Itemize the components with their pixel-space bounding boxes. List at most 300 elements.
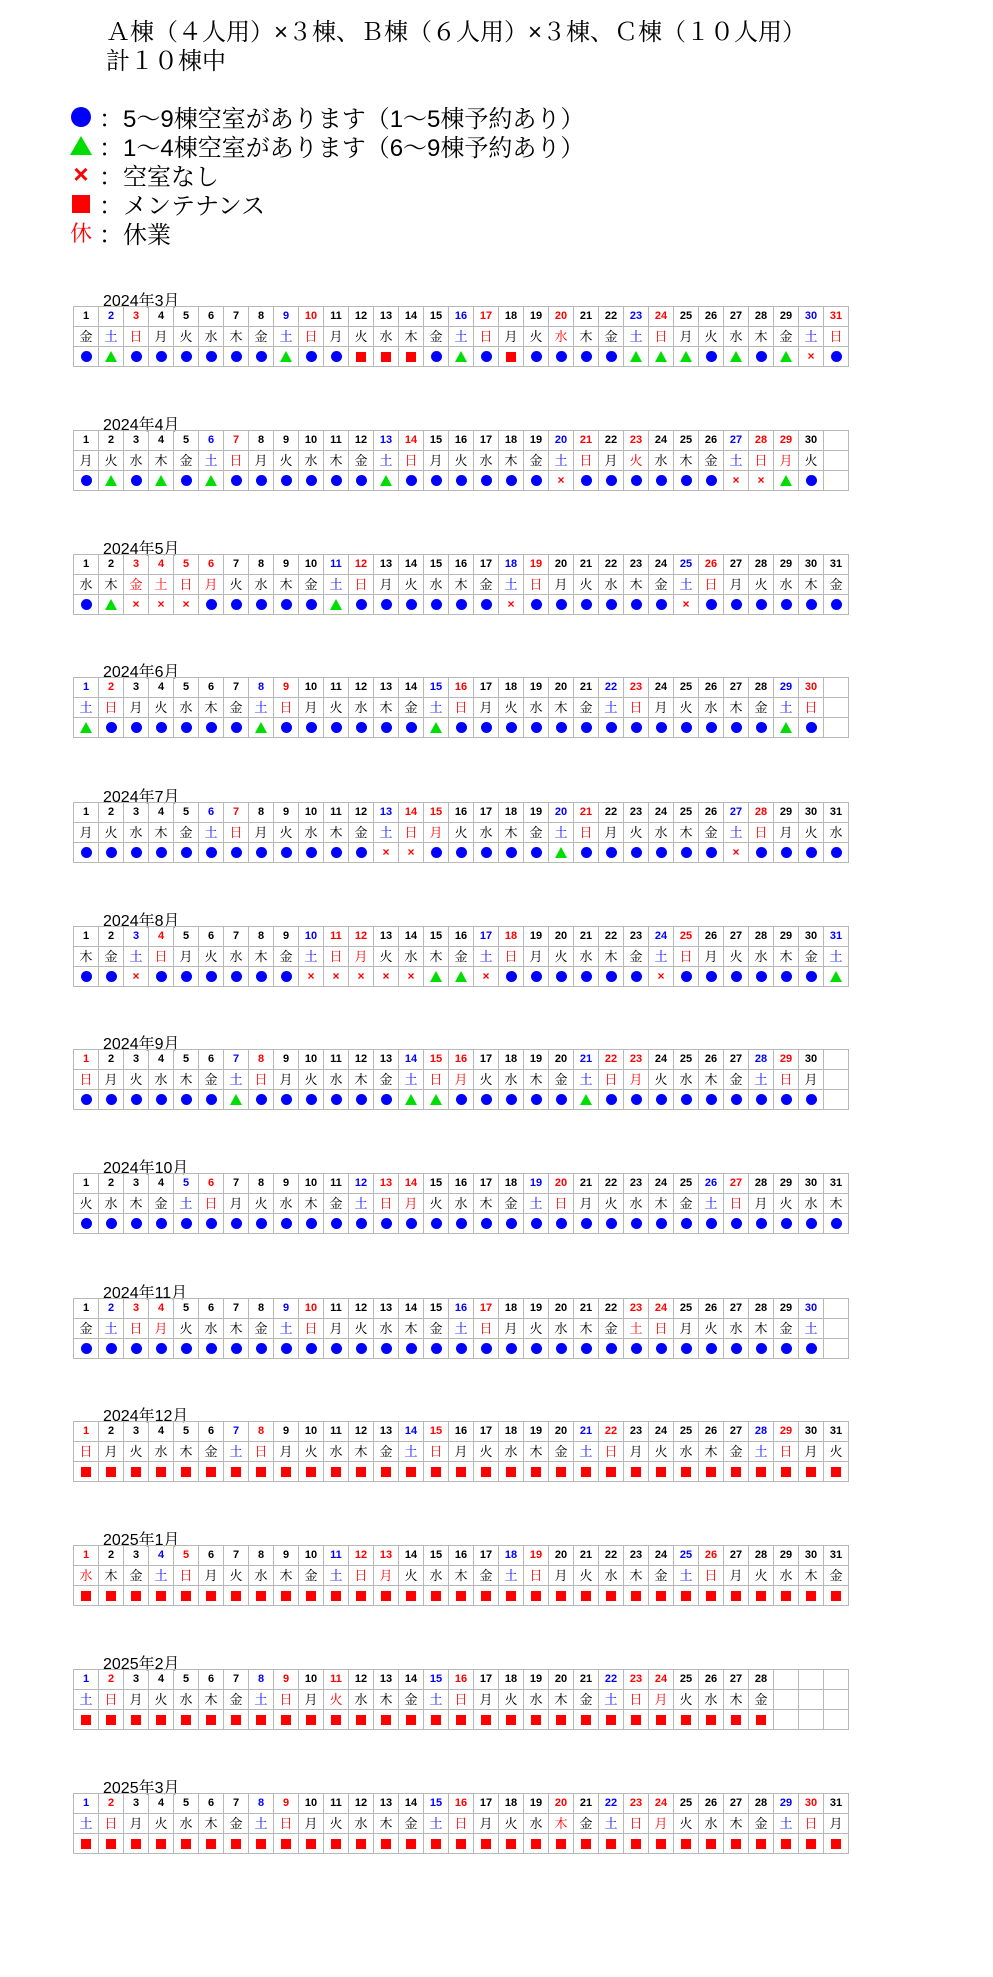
date-cell: 12: [349, 678, 374, 698]
circle-icon: [681, 971, 692, 982]
weekday-cell: 月: [274, 1070, 299, 1090]
circle-icon: [106, 847, 117, 858]
weekday-cell: 月: [774, 823, 799, 843]
date-cell: 14: [399, 678, 424, 698]
weekday-cell: 木: [549, 1814, 574, 1834]
weekday-cell: 日: [774, 1070, 799, 1090]
square-icon: [181, 1591, 191, 1601]
date-cell: 14: [399, 803, 424, 823]
status-cell: [724, 1834, 749, 1854]
x-icon: ×: [657, 969, 665, 983]
weekday-cell: 水: [674, 1070, 699, 1090]
status-cell: [74, 347, 99, 367]
weekday-cell: 木: [224, 327, 249, 347]
circle-icon: [831, 847, 842, 858]
weekday-cell: 火: [199, 947, 224, 967]
date-cell: 6: [199, 1299, 224, 1319]
square-icon: [131, 1467, 141, 1477]
weekday-cell: 木: [824, 1194, 849, 1214]
status-cell: [424, 1339, 449, 1359]
weekday-cell: 日: [624, 698, 649, 718]
status-cell: [299, 471, 324, 491]
circle-icon: [681, 722, 692, 733]
weekday-cell: 水: [699, 698, 724, 718]
date-cell: 13: [374, 555, 399, 575]
status-cell: [99, 347, 124, 367]
status-cell: [74, 1710, 99, 1730]
circle-icon: [531, 971, 542, 982]
weekday-cell: 金: [549, 1070, 574, 1090]
status-cell: [599, 1462, 624, 1482]
weekday-row: [74, 698, 849, 718]
weekday-cell: 土: [74, 1690, 99, 1710]
month-title: 2024年11月: [103, 1285, 188, 1302]
square-icon: [381, 1467, 391, 1477]
status-row: [74, 1834, 849, 1854]
status-cell: [249, 1586, 274, 1606]
status-cell: [274, 1462, 299, 1482]
circle-icon: [106, 971, 117, 982]
weekday-cell: 日: [574, 451, 599, 471]
date-cell: 4: [149, 1546, 174, 1566]
circle-icon: [206, 971, 217, 982]
weekday-cell: 月: [574, 1194, 599, 1214]
date-cell: 29: [774, 1794, 799, 1814]
square-icon: [456, 1715, 466, 1725]
status-cell: [124, 967, 149, 987]
weekday-cell: [824, 1070, 849, 1090]
status-cell: [499, 1834, 524, 1854]
weekday-cell: 金: [174, 823, 199, 843]
weekday-cell: 金: [374, 1442, 399, 1462]
weekday-cell: 月: [499, 327, 524, 347]
square-icon: [456, 1839, 466, 1849]
date-cell: [774, 1670, 799, 1690]
date-cell: 10: [299, 1299, 324, 1319]
square-icon: [431, 1467, 441, 1477]
legend-label: ：休業: [99, 222, 171, 249]
date-cell: 20: [549, 307, 574, 327]
weekday-cell: 木: [424, 947, 449, 967]
weekday-cell: 土: [499, 1566, 524, 1586]
status-cell: [424, 1710, 449, 1730]
date-cell: 9: [274, 927, 299, 947]
circle-icon: [781, 1094, 792, 1105]
status-cell: [324, 843, 349, 863]
status-cell: [424, 718, 449, 738]
status-cell: [274, 1214, 299, 1234]
weekday-cell: 月: [124, 698, 149, 718]
weekday-cell: 月: [224, 1194, 249, 1214]
date-cell: 15: [424, 1422, 449, 1442]
circle-icon: [606, 475, 617, 486]
status-cell: [424, 1834, 449, 1854]
circle-icon: [631, 722, 642, 733]
date-cell: 4: [149, 431, 174, 451]
date-cell: 4: [149, 1174, 174, 1194]
status-cell: [824, 1214, 849, 1234]
weekday-cell: 土: [199, 823, 224, 843]
circle-icon: [356, 475, 367, 486]
circle-icon: [106, 722, 117, 733]
date-cell: 25: [674, 1174, 699, 1194]
status-cell: [799, 1339, 824, 1359]
triangle-icon: [155, 475, 167, 486]
date-cell: 30: [799, 1174, 824, 1194]
circle-icon: [181, 475, 192, 486]
date-cell: 2: [99, 1174, 124, 1194]
status-cell: [374, 471, 399, 491]
date-cell: 18: [499, 803, 524, 823]
square-icon: [406, 1715, 416, 1725]
weekday-cell: 水: [149, 1070, 174, 1090]
weekday-cell: 火: [499, 698, 524, 718]
date-cell: 27: [724, 1422, 749, 1442]
status-cell: [99, 1214, 124, 1234]
square-icon: [656, 1715, 666, 1725]
weekday-cell: 水: [649, 823, 674, 843]
weekday-cell: 金: [524, 823, 549, 843]
status-cell: [699, 1090, 724, 1110]
weekday-cell: 土: [574, 1070, 599, 1090]
date-row: [74, 431, 849, 451]
date-cell: 13: [374, 1174, 399, 1194]
weekday-cell: 月: [524, 947, 549, 967]
circle-icon: [706, 1343, 717, 1354]
weekday-cell: 月: [99, 1070, 124, 1090]
date-cell: 28: [749, 1050, 774, 1070]
weekday-cell: 水: [174, 1690, 199, 1710]
status-cell: [599, 347, 624, 367]
date-row: [74, 927, 849, 947]
status-cell: [574, 843, 599, 863]
weekday-cell: 土: [299, 947, 324, 967]
status-cell: [649, 1339, 674, 1359]
status-cell: [74, 1339, 99, 1359]
circle-icon: [131, 1094, 142, 1105]
square-icon: [806, 1839, 816, 1849]
circle-icon: [681, 847, 692, 858]
status-cell: [374, 1834, 399, 1854]
date-cell: 16: [449, 1422, 474, 1442]
weekday-cell: 火: [674, 1690, 699, 1710]
date-cell: 26: [699, 1174, 724, 1194]
date-cell: 11: [324, 927, 349, 947]
status-cell: [149, 595, 174, 615]
date-cell: 7: [224, 1174, 249, 1194]
date-cell: 5: [174, 431, 199, 451]
date-cell: 6: [199, 1546, 224, 1566]
status-cell: [324, 1339, 349, 1359]
weekday-cell: 水: [774, 575, 799, 595]
square-icon: [81, 1467, 91, 1477]
status-cell: [124, 843, 149, 863]
weekday-cell: 日: [824, 327, 849, 347]
weekday-cell: 金: [799, 947, 824, 967]
date-cell: 14: [399, 1670, 424, 1690]
circle-icon: [806, 475, 817, 486]
square-icon: [231, 1839, 241, 1849]
date-cell: 12: [349, 555, 374, 575]
weekday-cell: 土: [749, 1070, 774, 1090]
weekday-cell: 火: [599, 1194, 624, 1214]
date-cell: 21: [574, 1670, 599, 1690]
date-cell: 23: [624, 1174, 649, 1194]
date-cell: 30: [799, 803, 824, 823]
weekday-cell: 日: [99, 1690, 124, 1710]
weekday-cell: 金: [299, 1566, 324, 1586]
date-cell: 12: [349, 307, 374, 327]
weekday-cell: 日: [699, 1566, 724, 1586]
weekday-cell: 日: [224, 451, 249, 471]
weekday-cell: 月: [174, 947, 199, 967]
circle-icon: [206, 722, 217, 733]
date-cell: 22: [599, 555, 624, 575]
circle-icon: [281, 475, 292, 486]
date-cell: 14: [399, 307, 424, 327]
date-cell: 1: [74, 803, 99, 823]
weekday-row: [74, 1566, 849, 1586]
weekday-cell: 土: [724, 451, 749, 471]
date-cell: 30: [799, 1794, 824, 1814]
circle-icon: [606, 599, 617, 610]
circle-icon: [456, 722, 467, 733]
weekday-cell: 日: [274, 1690, 299, 1710]
status-cell: [349, 347, 374, 367]
weekday-cell: 土: [399, 1442, 424, 1462]
status-cell: [449, 595, 474, 615]
date-cell: 30: [799, 678, 824, 698]
status-cell: [449, 967, 474, 987]
status-cell: [499, 843, 524, 863]
status-row: [74, 595, 849, 615]
weekday-cell: 水: [324, 1442, 349, 1462]
triangle-icon: [255, 722, 267, 733]
status-cell: [774, 843, 799, 863]
status-cell: [549, 1339, 574, 1359]
circle-icon: [456, 1343, 467, 1354]
square-icon: [356, 1467, 366, 1477]
date-row: [74, 1794, 849, 1814]
circle-icon: [156, 1343, 167, 1354]
circle-icon: [231, 1218, 242, 1229]
weekday-cell: 水: [74, 1566, 99, 1586]
status-cell: [299, 1339, 324, 1359]
status-cell: [674, 1586, 699, 1606]
weekday-cell: 金: [424, 1319, 449, 1339]
date-cell: 13: [374, 1670, 399, 1690]
date-cell: [824, 678, 849, 698]
date-cell: 30: [799, 555, 824, 575]
weekday-cell: 金: [224, 1690, 249, 1710]
circle-icon: [781, 971, 792, 982]
circle-icon: [531, 1094, 542, 1105]
weekday-cell: 土: [599, 1814, 624, 1834]
weekday-cell: 火: [99, 451, 124, 471]
status-cell: [749, 1090, 774, 1110]
date-cell: 19: [524, 1546, 549, 1566]
date-cell: 16: [449, 927, 474, 947]
date-cell: 10: [299, 431, 324, 451]
weekday-cell: 日: [774, 1442, 799, 1462]
weekday-cell: 月: [149, 327, 174, 347]
status-cell: [349, 1090, 374, 1110]
date-cell: 3: [124, 555, 149, 575]
status-cell: [249, 843, 274, 863]
circle-icon: [506, 1343, 517, 1354]
date-cell: 8: [249, 803, 274, 823]
status-cell: [99, 843, 124, 863]
status-cell: [249, 1090, 274, 1110]
square-icon: [806, 1467, 816, 1477]
weekday-cell: 金: [449, 947, 474, 967]
weekday-cell: 日: [124, 1319, 149, 1339]
weekday-cell: 月: [299, 698, 324, 718]
weekday-cell: 土: [349, 1194, 374, 1214]
circle-icon: [781, 1218, 792, 1229]
weekday-cell: 日: [424, 1070, 449, 1090]
square-icon: [206, 1715, 216, 1725]
status-cell: [824, 967, 849, 987]
date-cell: 12: [349, 1299, 374, 1319]
status-cell: [399, 471, 424, 491]
status-cell: [199, 1214, 224, 1234]
date-cell: 19: [524, 1422, 549, 1442]
availability-grid: [73, 1669, 849, 1730]
status-cell: [174, 1339, 199, 1359]
status-cell: [399, 1214, 424, 1234]
date-cell: 4: [149, 1050, 174, 1070]
availability-grid: [73, 926, 849, 987]
status-cell: [174, 347, 199, 367]
date-cell: 28: [749, 1670, 774, 1690]
weekday-cell: 土: [174, 1194, 199, 1214]
date-cell: 9: [274, 678, 299, 698]
status-cell: [574, 1834, 599, 1854]
square-icon: [306, 1839, 316, 1849]
weekday-cell: 水: [99, 1194, 124, 1214]
weekday-cell: 日: [199, 1194, 224, 1214]
date-cell: 25: [674, 431, 699, 451]
weekday-cell: 月: [274, 1442, 299, 1462]
status-cell: [299, 843, 324, 863]
date-cell: 27: [724, 1299, 749, 1319]
status-cell: [149, 471, 174, 491]
status-cell: [124, 1586, 149, 1606]
date-cell: 11: [324, 1299, 349, 1319]
weekday-cell: 日: [624, 1814, 649, 1834]
circle-icon: [631, 1343, 642, 1354]
square-icon: [631, 1467, 641, 1477]
triangle-icon: [65, 136, 97, 155]
circle-icon: [731, 722, 742, 733]
status-cell: [324, 471, 349, 491]
status-cell: [499, 1710, 524, 1730]
status-cell: [724, 843, 749, 863]
date-cell: 4: [149, 678, 174, 698]
weekday-cell: 月: [499, 1319, 524, 1339]
date-cell: 15: [424, 307, 449, 327]
weekday-cell: 水: [174, 698, 199, 718]
date-cell: 25: [674, 1794, 699, 1814]
weekday-cell: 日: [274, 1814, 299, 1834]
weekday-cell: 火: [99, 823, 124, 843]
date-cell: 29: [774, 1050, 799, 1070]
circle-icon: [406, 475, 417, 486]
date-cell: 5: [174, 1174, 199, 1194]
weekday-cell: [799, 1690, 824, 1710]
date-cell: 10: [299, 1174, 324, 1194]
weekday-cell: 日: [249, 1070, 274, 1090]
date-cell: 17: [474, 555, 499, 575]
date-cell: 8: [249, 1546, 274, 1566]
square-icon: [256, 1715, 266, 1725]
date-cell: 10: [299, 1546, 324, 1566]
square-icon: [706, 1591, 716, 1601]
circle-icon: [331, 1218, 342, 1229]
circle-icon: [431, 351, 442, 362]
status-cell: [624, 471, 649, 491]
status-cell: [74, 1462, 99, 1482]
square-icon: [506, 1715, 516, 1725]
date-row: [74, 555, 849, 575]
status-cell: [749, 843, 774, 863]
date-cell: 26: [699, 803, 724, 823]
weekday-cell: 金: [749, 698, 774, 718]
square-icon: [506, 1591, 516, 1601]
circle-icon: [481, 351, 492, 362]
weekday-cell: 木: [799, 575, 824, 595]
weekday-cell: 土: [274, 1319, 299, 1339]
circle-icon: [81, 971, 92, 982]
square-icon: [831, 1591, 841, 1601]
square-icon: [606, 1467, 616, 1477]
month-title: 2024年4月: [103, 417, 180, 434]
circle-icon: [281, 1218, 292, 1229]
square-icon: [356, 1591, 366, 1601]
date-cell: 18: [499, 678, 524, 698]
date-cell: 23: [624, 1050, 649, 1070]
weekday-cell: 土: [799, 327, 824, 347]
triangle-icon: [730, 351, 742, 362]
circle-icon: [706, 475, 717, 486]
date-cell: 25: [674, 1050, 699, 1070]
circle-icon: [81, 1343, 92, 1354]
circle-icon: [281, 599, 292, 610]
x-icon: ×: [332, 969, 340, 983]
status-cell: [274, 843, 299, 863]
square-icon: [706, 1839, 716, 1849]
status-row: [74, 1090, 849, 1110]
status-cell: [499, 1214, 524, 1234]
date-cell: 1: [74, 1546, 99, 1566]
circle-icon: [581, 599, 592, 610]
date-cell: 20: [549, 1050, 574, 1070]
date-cell: 27: [724, 307, 749, 327]
circle-icon: [806, 1094, 817, 1105]
circle-icon: [156, 1094, 167, 1105]
date-cell: 2: [99, 1670, 124, 1690]
triangle-icon: [80, 722, 92, 733]
status-cell: [599, 1834, 624, 1854]
status-cell: [224, 1339, 249, 1359]
status-cell: [574, 1214, 599, 1234]
status-cell: [149, 1710, 174, 1730]
date-cell: 14: [399, 1050, 424, 1070]
weekday-cell: 土: [774, 1814, 799, 1834]
weekday-cell: 日: [749, 451, 774, 471]
status-cell: [299, 595, 324, 615]
